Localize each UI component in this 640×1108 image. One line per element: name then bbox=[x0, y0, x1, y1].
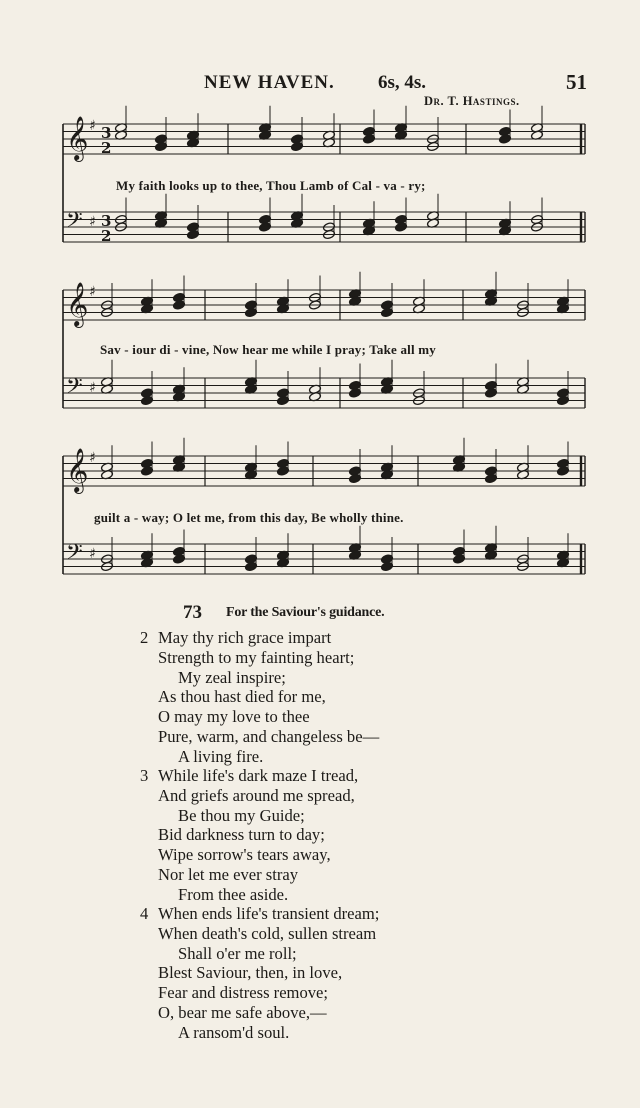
verse-line: Bid darkness turn to day; bbox=[158, 825, 325, 845]
verse-line: Nor let me ever stray bbox=[158, 864, 299, 884]
verse-line: From thee aside. bbox=[178, 884, 289, 904]
verse-number: 3 bbox=[140, 766, 149, 785]
verse-line: Pure, warm, and changeless be— bbox=[158, 726, 380, 746]
verse-line: Fear and distress remove; bbox=[158, 983, 329, 1003]
key-signature-sharp-icon: ♯ bbox=[89, 450, 96, 466]
bass-clef-icon: 𝄢 bbox=[66, 540, 83, 570]
verse-line: My zeal inspire; bbox=[178, 667, 286, 687]
treble-clef-icon: 𝄞 bbox=[66, 282, 89, 326]
verse-2 bbox=[140, 628, 379, 767]
verse-line: And griefs around me spread, bbox=[158, 785, 355, 805]
lyric-line-2: Sav - iour di - vine, Now hear me while I pray; Take all my bbox=[100, 342, 436, 357]
verse-line: A living fire. bbox=[178, 746, 264, 766]
lyric-line-1: My faith looks up to thee, Thou Lamb of Cal - va - ry; bbox=[116, 178, 426, 193]
verse-line: When ends life's transient dream; bbox=[158, 904, 380, 923]
time-signature-bottom: 2 bbox=[101, 139, 112, 157]
verse-line: O, bear me safe above,— bbox=[158, 1002, 327, 1022]
hymn-subtitle: For the Saviour's guidance. bbox=[226, 605, 385, 620]
key-signature-sharp-icon: ♯ bbox=[89, 380, 96, 396]
verse-line: As thou hast died for me, bbox=[158, 687, 326, 707]
verse-line: Wipe sorrow's tears away, bbox=[158, 845, 331, 865]
tune-meter: 6s, 4s. bbox=[378, 72, 427, 93]
hymn-number: 73 bbox=[183, 602, 202, 623]
key-signature-sharp-icon: ♯ bbox=[89, 284, 96, 300]
verse-line: While life's dark maze I tread, bbox=[158, 766, 359, 785]
key-signature-sharp-icon: ♯ bbox=[89, 546, 96, 562]
verse-line: May thy rich grace impart bbox=[158, 628, 332, 647]
time-signature-top: 3 bbox=[101, 124, 112, 142]
page-number: 51 bbox=[566, 70, 587, 94]
bass-clef-icon: 𝄢 bbox=[66, 374, 83, 404]
verse-line: A ransom'd soul. bbox=[178, 1022, 290, 1042]
verse-line: Strength to my fainting heart; bbox=[158, 647, 355, 667]
treble-clef-icon: 𝄞 bbox=[66, 116, 89, 160]
lyric-line-3: guilt a - way; O let me, from this day, Be wholly thine. bbox=[94, 510, 404, 525]
composer-credit: Dr. T. Hastings. bbox=[424, 94, 520, 108]
verse-line: O may my love to thee bbox=[158, 707, 310, 727]
key-signature-sharp-icon: ♯ bbox=[89, 214, 96, 230]
bass-clef-icon: 𝄢 bbox=[66, 208, 83, 238]
key-signature-sharp-icon: ♯ bbox=[89, 118, 96, 134]
verse-line: When death's cold, sullen stream bbox=[158, 923, 377, 943]
verse-number: 4 bbox=[140, 904, 149, 923]
verse-3 bbox=[140, 766, 358, 905]
verse-4 bbox=[140, 904, 379, 1043]
verse-line: Shall o'er me roll; bbox=[178, 943, 297, 963]
time-signature-top: 3 bbox=[101, 212, 112, 230]
tune-title: NEW HAVEN. bbox=[204, 72, 335, 93]
verse-line: Blest Saviour, then, in love, bbox=[158, 963, 343, 983]
treble-clef-icon: 𝄞 bbox=[66, 448, 89, 492]
verse-number: 2 bbox=[140, 628, 149, 647]
verse-line: Be thou my Guide; bbox=[178, 805, 305, 825]
time-signature-bottom: 2 bbox=[101, 227, 112, 245]
